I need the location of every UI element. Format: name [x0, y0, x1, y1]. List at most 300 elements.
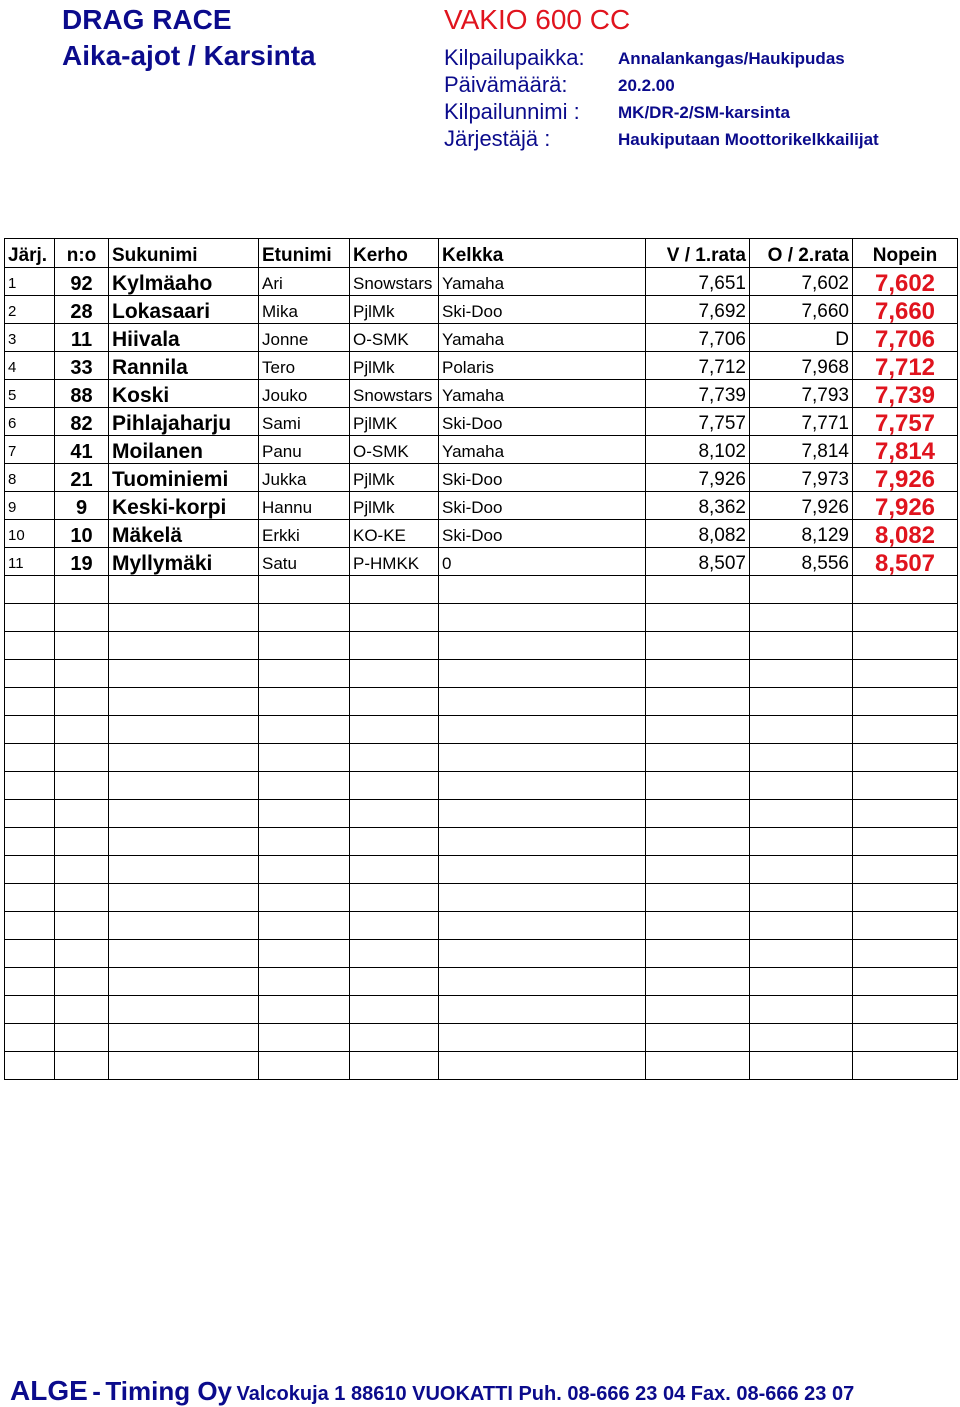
- cell-surname: Rannila: [109, 352, 259, 380]
- col-header-sled: Kelkka: [439, 239, 646, 268]
- cell-club: PjlMk: [350, 296, 439, 324]
- cell-position: 11: [5, 548, 55, 576]
- cell-firstname: Panu: [259, 436, 350, 464]
- empty-cell: [350, 940, 439, 968]
- cell-surname: Tuominiemi: [109, 464, 259, 492]
- cell-position: 9: [5, 492, 55, 520]
- table-row: [5, 296, 958, 324]
- cell-position: 8: [5, 464, 55, 492]
- table-row: [5, 492, 958, 520]
- empty-cell: [55, 604, 109, 632]
- cell-firstname: Jukka: [259, 464, 350, 492]
- empty-cell: [646, 856, 750, 884]
- empty-cell: [109, 884, 259, 912]
- empty-cell: [259, 800, 350, 828]
- cell-sled: Ski-Doo: [439, 464, 646, 492]
- cell-number: 21: [55, 464, 109, 492]
- empty-cell: [5, 884, 55, 912]
- empty-cell: [646, 912, 750, 940]
- empty-cell: [439, 800, 646, 828]
- empty-row: [5, 1052, 958, 1080]
- cell-firstname: Mika: [259, 296, 350, 324]
- cell-lane1-time: 7,712: [646, 352, 750, 380]
- footer-separator: -: [92, 1376, 101, 1406]
- empty-cell: [646, 1024, 750, 1052]
- empty-cell: [259, 744, 350, 772]
- cell-firstname: Jouko: [259, 380, 350, 408]
- cell-club: PjlMk: [350, 352, 439, 380]
- cell-lane1-time: 8,507: [646, 548, 750, 576]
- cell-number: 9: [55, 492, 109, 520]
- empty-cell: [55, 632, 109, 660]
- empty-row: [5, 912, 958, 940]
- empty-cell: [350, 604, 439, 632]
- footer-address: Valcokuja 1 88610 VUOKATTI Puh. 08-666 23 04 Fax. 08-666 23 07: [236, 1383, 855, 1405]
- cell-sled: Ski-Doo: [439, 520, 646, 548]
- empty-cell: [853, 1052, 958, 1080]
- empty-cell: [55, 716, 109, 744]
- empty-cell: [853, 772, 958, 800]
- empty-cell: [439, 884, 646, 912]
- col-header-position: Järj.: [5, 239, 55, 268]
- cell-firstname: Ari: [259, 268, 350, 296]
- empty-cell: [259, 576, 350, 604]
- cell-best-time: 8,507: [853, 548, 958, 576]
- empty-cell: [853, 996, 958, 1024]
- cell-sled: 0: [439, 548, 646, 576]
- cell-number: 33: [55, 352, 109, 380]
- date-value: 20.2.00: [618, 76, 675, 95]
- empty-cell: [55, 800, 109, 828]
- cell-firstname: Tero: [259, 352, 350, 380]
- cell-number: 11: [55, 324, 109, 352]
- empty-cell: [5, 940, 55, 968]
- empty-cell: [439, 772, 646, 800]
- empty-cell: [750, 828, 853, 856]
- empty-cell: [350, 1024, 439, 1052]
- cell-best-time: 7,926: [853, 464, 958, 492]
- organizer-label: Järjestäjä :: [444, 126, 551, 151]
- cell-club: KO-KE: [350, 520, 439, 548]
- empty-cell: [853, 828, 958, 856]
- empty-cell: [55, 940, 109, 968]
- empty-row: [5, 940, 958, 968]
- col-header-lane1: V / 1.rata: [646, 239, 750, 268]
- empty-cell: [109, 940, 259, 968]
- col-header-club: Kerho: [350, 239, 439, 268]
- cell-lane2-time: 8,129: [750, 520, 853, 548]
- empty-cell: [853, 604, 958, 632]
- empty-cell: [646, 828, 750, 856]
- empty-cell: [750, 968, 853, 996]
- col-header-firstname: Etunimi: [259, 239, 350, 268]
- empty-cell: [259, 828, 350, 856]
- empty-cell: [646, 800, 750, 828]
- empty-cell: [853, 968, 958, 996]
- cell-best-time: 7,926: [853, 492, 958, 520]
- footer-company: Timing Oy: [105, 1376, 233, 1406]
- empty-row: [5, 856, 958, 884]
- empty-cell: [350, 660, 439, 688]
- empty-cell: [646, 772, 750, 800]
- empty-cell: [750, 1052, 853, 1080]
- empty-cell: [259, 912, 350, 940]
- cell-sled: Yamaha: [439, 436, 646, 464]
- empty-row: [5, 800, 958, 828]
- empty-cell: [259, 716, 350, 744]
- empty-cell: [646, 576, 750, 604]
- empty-cell: [853, 940, 958, 968]
- cell-lane2-time: 8,556: [750, 548, 853, 576]
- cell-number: 82: [55, 408, 109, 436]
- empty-cell: [750, 744, 853, 772]
- empty-cell: [439, 1024, 646, 1052]
- col-header-number: n:o: [55, 239, 109, 268]
- table-row: [5, 380, 958, 408]
- empty-cell: [350, 912, 439, 940]
- empty-cell: [55, 1052, 109, 1080]
- cell-lane2-time: 7,660: [750, 296, 853, 324]
- empty-cell: [750, 688, 853, 716]
- empty-cell: [259, 772, 350, 800]
- empty-cell: [439, 828, 646, 856]
- table-row: [5, 268, 958, 296]
- empty-cell: [259, 884, 350, 912]
- empty-cell: [5, 828, 55, 856]
- cell-club: PjlMK: [350, 408, 439, 436]
- empty-cell: [55, 828, 109, 856]
- empty-cell: [439, 688, 646, 716]
- empty-cell: [55, 1024, 109, 1052]
- empty-cell: [646, 744, 750, 772]
- cell-best-time: 7,706: [853, 324, 958, 352]
- empty-cell: [439, 968, 646, 996]
- venue-label: Kilpailupaikka:: [444, 45, 585, 70]
- empty-cell: [750, 856, 853, 884]
- empty-cell: [439, 604, 646, 632]
- empty-cell: [853, 884, 958, 912]
- empty-cell: [350, 828, 439, 856]
- empty-cell: [853, 800, 958, 828]
- empty-cell: [750, 800, 853, 828]
- empty-row: [5, 716, 958, 744]
- cell-lane2-time: 7,814: [750, 436, 853, 464]
- empty-row: [5, 884, 958, 912]
- empty-cell: [5, 688, 55, 716]
- cell-sled: Ski-Doo: [439, 408, 646, 436]
- empty-cell: [646, 632, 750, 660]
- empty-cell: [646, 660, 750, 688]
- cell-club: Snowstars: [350, 268, 439, 296]
- cell-surname: Koski: [109, 380, 259, 408]
- empty-cell: [646, 716, 750, 744]
- empty-cell: [55, 688, 109, 716]
- empty-row: [5, 632, 958, 660]
- empty-cell: [750, 884, 853, 912]
- cell-best-time: 7,660: [853, 296, 958, 324]
- empty-cell: [439, 716, 646, 744]
- cell-lane2-time: 7,968: [750, 352, 853, 380]
- cell-number: 19: [55, 548, 109, 576]
- empty-cell: [259, 968, 350, 996]
- cell-surname: Pihlajaharju: [109, 408, 259, 436]
- empty-cell: [109, 800, 259, 828]
- cell-position: 3: [5, 324, 55, 352]
- table-row: [5, 324, 958, 352]
- empty-cell: [109, 856, 259, 884]
- cell-surname: Lokasaari: [109, 296, 259, 324]
- empty-cell: [853, 912, 958, 940]
- cell-number: 10: [55, 520, 109, 548]
- cell-lane1-time: 7,692: [646, 296, 750, 324]
- empty-cell: [259, 1024, 350, 1052]
- footer: [10, 1375, 854, 1407]
- document-title: DRAG RACE: [62, 4, 232, 35]
- empty-cell: [5, 1052, 55, 1080]
- cell-best-time: 7,739: [853, 380, 958, 408]
- cell-sled: Polaris: [439, 352, 646, 380]
- empty-cell: [853, 660, 958, 688]
- empty-row: [5, 772, 958, 800]
- empty-cell: [439, 660, 646, 688]
- empty-cell: [55, 884, 109, 912]
- empty-row: [5, 576, 958, 604]
- venue-value: Annalankangas/Haukipudas: [618, 49, 845, 68]
- empty-cell: [5, 968, 55, 996]
- cell-club: O-SMK: [350, 324, 439, 352]
- empty-cell: [55, 996, 109, 1024]
- empty-cell: [750, 940, 853, 968]
- empty-cell: [259, 1052, 350, 1080]
- cell-lane1-time: 7,706: [646, 324, 750, 352]
- cell-club: P-HMKK: [350, 548, 439, 576]
- empty-cell: [5, 856, 55, 884]
- empty-cell: [5, 660, 55, 688]
- empty-cell: [853, 576, 958, 604]
- empty-cell: [853, 744, 958, 772]
- empty-cell: [350, 576, 439, 604]
- cell-club: PjlMk: [350, 492, 439, 520]
- empty-cell: [5, 996, 55, 1024]
- organizer-value: Haukiputaan Moottorikelkkailijat: [618, 130, 879, 149]
- empty-cell: [5, 576, 55, 604]
- cell-position: 4: [5, 352, 55, 380]
- cell-lane1-time: 8,102: [646, 436, 750, 464]
- empty-cell: [259, 856, 350, 884]
- cell-lane2-time: 7,771: [750, 408, 853, 436]
- empty-cell: [109, 660, 259, 688]
- cell-surname: Hiivala: [109, 324, 259, 352]
- empty-cell: [646, 1052, 750, 1080]
- empty-cell: [646, 604, 750, 632]
- cell-number: 28: [55, 296, 109, 324]
- cell-best-time: 7,757: [853, 408, 958, 436]
- empty-row: [5, 688, 958, 716]
- cell-club: Snowstars: [350, 380, 439, 408]
- empty-cell: [109, 576, 259, 604]
- cell-surname: Moilanen: [109, 436, 259, 464]
- empty-cell: [350, 996, 439, 1024]
- empty-cell: [5, 800, 55, 828]
- cell-sled: Yamaha: [439, 380, 646, 408]
- cell-best-time: 7,712: [853, 352, 958, 380]
- cell-lane1-time: 7,651: [646, 268, 750, 296]
- empty-cell: [853, 856, 958, 884]
- empty-row: [5, 744, 958, 772]
- table-row: [5, 520, 958, 548]
- cell-lane2-time: 7,602: [750, 268, 853, 296]
- empty-cell: [750, 716, 853, 744]
- cell-number: 92: [55, 268, 109, 296]
- cell-club: O-SMK: [350, 436, 439, 464]
- empty-cell: [109, 744, 259, 772]
- empty-row: [5, 604, 958, 632]
- date-label: Päivämäärä:: [444, 72, 568, 97]
- empty-cell: [750, 632, 853, 660]
- empty-cell: [109, 772, 259, 800]
- empty-cell: [350, 632, 439, 660]
- empty-cell: [5, 772, 55, 800]
- cell-surname: Mäkelä: [109, 520, 259, 548]
- empty-cell: [646, 884, 750, 912]
- cell-best-time: 8,082: [853, 520, 958, 548]
- cell-best-time: 7,602: [853, 268, 958, 296]
- cell-lane2-time: 7,973: [750, 464, 853, 492]
- empty-cell: [55, 744, 109, 772]
- empty-cell: [109, 688, 259, 716]
- cell-lane2-time: 7,926: [750, 492, 853, 520]
- empty-cell: [109, 996, 259, 1024]
- empty-cell: [5, 632, 55, 660]
- event-name-label: Kilpailunnimi :: [444, 99, 580, 124]
- empty-cell: [646, 968, 750, 996]
- empty-cell: [109, 828, 259, 856]
- cell-club: PjlMk: [350, 464, 439, 492]
- empty-row: [5, 660, 958, 688]
- empty-cell: [55, 660, 109, 688]
- cell-position: 6: [5, 408, 55, 436]
- empty-cell: [259, 996, 350, 1024]
- empty-cell: [109, 968, 259, 996]
- empty-cell: [5, 744, 55, 772]
- cell-lane1-time: 7,757: [646, 408, 750, 436]
- empty-cell: [439, 576, 646, 604]
- empty-cell: [853, 1024, 958, 1052]
- cell-sled: Ski-Doo: [439, 296, 646, 324]
- empty-cell: [109, 1052, 259, 1080]
- cell-position: 7: [5, 436, 55, 464]
- cell-sled: Yamaha: [439, 268, 646, 296]
- cell-lane1-time: 7,739: [646, 380, 750, 408]
- empty-cell: [750, 912, 853, 940]
- empty-cell: [350, 716, 439, 744]
- cell-number: 41: [55, 436, 109, 464]
- empty-cell: [646, 688, 750, 716]
- empty-cell: [853, 632, 958, 660]
- col-header-lane2: O / 2.rata: [750, 239, 853, 268]
- header-row: [5, 239, 958, 268]
- footer-brand: ALGE: [10, 1375, 88, 1406]
- empty-cell: [750, 996, 853, 1024]
- col-header-surname: Sukunimi: [109, 239, 259, 268]
- cell-firstname: Satu: [259, 548, 350, 576]
- cell-firstname: Hannu: [259, 492, 350, 520]
- empty-cell: [350, 856, 439, 884]
- cell-lane1-time: 8,082: [646, 520, 750, 548]
- empty-cell: [750, 772, 853, 800]
- cell-best-time: 7,814: [853, 436, 958, 464]
- empty-cell: [439, 1052, 646, 1080]
- empty-cell: [350, 772, 439, 800]
- cell-lane2-time: D: [750, 324, 853, 352]
- cell-position: 5: [5, 380, 55, 408]
- empty-cell: [853, 688, 958, 716]
- empty-cell: [350, 744, 439, 772]
- empty-cell: [55, 772, 109, 800]
- cell-firstname: Sami: [259, 408, 350, 436]
- empty-row: [5, 1024, 958, 1052]
- empty-cell: [439, 996, 646, 1024]
- empty-cell: [55, 912, 109, 940]
- empty-cell: [439, 856, 646, 884]
- empty-cell: [109, 604, 259, 632]
- empty-cell: [439, 940, 646, 968]
- empty-cell: [109, 912, 259, 940]
- document-subtitle: Aika-ajot / Karsinta: [62, 40, 316, 71]
- empty-cell: [259, 660, 350, 688]
- cell-position: 10: [5, 520, 55, 548]
- empty-cell: [5, 912, 55, 940]
- class-title: VAKIO 600 CC: [444, 4, 631, 35]
- cell-surname: Kylmäaho: [109, 268, 259, 296]
- cell-firstname: Jonne: [259, 324, 350, 352]
- cell-lane1-time: 7,926: [646, 464, 750, 492]
- empty-row: [5, 828, 958, 856]
- empty-cell: [55, 856, 109, 884]
- cell-lane2-time: 7,793: [750, 380, 853, 408]
- cell-position: 1: [5, 268, 55, 296]
- empty-cell: [439, 912, 646, 940]
- empty-cell: [439, 744, 646, 772]
- empty-cell: [350, 968, 439, 996]
- empty-cell: [109, 632, 259, 660]
- empty-row: [5, 968, 958, 996]
- empty-cell: [646, 940, 750, 968]
- empty-cell: [5, 1024, 55, 1052]
- col-header-best: Nopein: [853, 239, 958, 268]
- results-table: [4, 238, 958, 1080]
- empty-cell: [5, 716, 55, 744]
- empty-cell: [350, 800, 439, 828]
- empty-cell: [5, 604, 55, 632]
- empty-cell: [350, 884, 439, 912]
- empty-cell: [259, 632, 350, 660]
- cell-number: 88: [55, 380, 109, 408]
- empty-row: [5, 996, 958, 1024]
- empty-cell: [55, 968, 109, 996]
- empty-cell: [259, 940, 350, 968]
- table-row: [5, 548, 958, 576]
- empty-cell: [646, 996, 750, 1024]
- empty-cell: [350, 688, 439, 716]
- cell-firstname: Erkki: [259, 520, 350, 548]
- empty-cell: [350, 1052, 439, 1080]
- cell-position: 2: [5, 296, 55, 324]
- empty-cell: [109, 1024, 259, 1052]
- empty-cell: [259, 604, 350, 632]
- empty-cell: [109, 716, 259, 744]
- empty-cell: [750, 1024, 853, 1052]
